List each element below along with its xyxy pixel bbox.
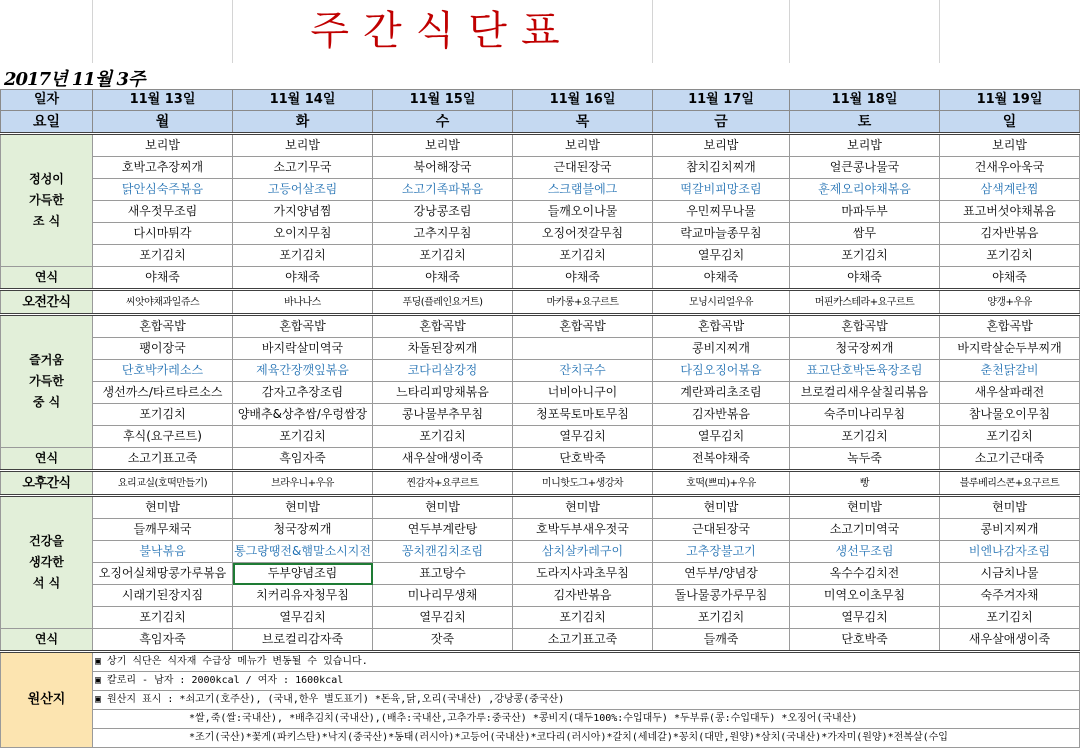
- table-row: [1, 729, 1080, 748]
- pm-snack-cell[interactable]: 요리교실(호떡만들기): [93, 471, 233, 496]
- day-header-label[interactable]: 요일: [1, 111, 93, 134]
- table-row: [1, 471, 1080, 496]
- menu-item-cell[interactable]: 혼합곡밥: [93, 315, 233, 338]
- menu-item-cell[interactable]: 얼큰콩나물국: [790, 157, 940, 179]
- menu-item-cell[interactable]: 단호박카레소스: [93, 360, 233, 382]
- table-row: [1, 338, 1080, 360]
- menu-item-cell[interactable]: 호박고추장찌개: [93, 157, 233, 179]
- menu-item-cell[interactable]: 느타리피망채볶음: [373, 382, 513, 404]
- pm-snack-label[interactable]: 오후간식: [1, 471, 93, 496]
- porridge-cell[interactable]: 단호박죽: [790, 629, 940, 652]
- pm-snack-cell[interactable]: 찐감자+요쿠르트: [373, 471, 513, 496]
- menu-item-cell[interactable]: 열무김치: [790, 607, 940, 629]
- menu-item-cell[interactable]: 현미밥: [373, 496, 513, 519]
- menu-item-cell[interactable]: 호박두부새우젓국: [513, 519, 653, 541]
- porridge-cell[interactable]: 새우살애생이죽: [373, 448, 513, 471]
- menu-item-cell[interactable]: 포기김치: [790, 426, 940, 448]
- porridge-cell[interactable]: 야채죽: [513, 267, 653, 290]
- menu-item-cell[interactable]: 숙주겨자채: [940, 585, 1080, 607]
- menu-item-cell[interactable]: 청국장찌개: [790, 338, 940, 360]
- menu-item-cell[interactable]: 표고탕수: [373, 563, 513, 585]
- menu-item-cell[interactable]: 오징어젓갈무침: [513, 223, 653, 245]
- table-row: [1, 448, 1080, 471]
- menu-item-cell[interactable]: 청포묵토마토무침: [513, 404, 653, 426]
- menu-item-cell[interactable]: 김자반볶음: [653, 404, 790, 426]
- menu-item-cell[interactable]: 너비아니구이: [513, 382, 653, 404]
- menu-item-cell[interactable]: 삼치살카레구이: [513, 541, 653, 563]
- menu-item-cell[interactable]: 불낙볶음: [93, 541, 233, 563]
- menu-item-cell[interactable]: 표고단호박돈육장조림: [790, 360, 940, 382]
- menu-item-cell[interactable]: 제육간장깻잎볶음: [233, 360, 373, 382]
- porridge-label[interactable]: 연식: [1, 267, 93, 290]
- menu-item-cell[interactable]: 우민찌무나물: [653, 201, 790, 223]
- menu-item-cell[interactable]: 연두부계란탕: [373, 519, 513, 541]
- date-header-cell[interactable]: 11월 16일: [513, 90, 653, 111]
- menu-item-cell[interactable]: 고등어살조림: [233, 179, 373, 201]
- day-header-cell[interactable]: 토: [790, 111, 940, 134]
- origin-note[interactable]: ▣ 상기 식단은 식자재 수급상 메뉴가 변동될 수 있습니다.: [93, 652, 1080, 672]
- am-snack-cell[interactable]: 바나나스: [233, 290, 373, 315]
- date-header-cell[interactable]: 11월 19일: [940, 90, 1080, 111]
- menu-item-cell[interactable]: 고추지무침: [373, 223, 513, 245]
- pm-snack-cell[interactable]: 브라우니+우유: [233, 471, 373, 496]
- porridge-label[interactable]: 연식: [1, 448, 93, 471]
- menu-item-cell[interactable]: 들깨오이나물: [513, 201, 653, 223]
- am-snack-cell[interactable]: 푸딩(플레인요거트): [373, 290, 513, 315]
- menu-item-cell[interactable]: 오이지무침: [233, 223, 373, 245]
- menu-item-cell[interactable]: 가지양념찜: [233, 201, 373, 223]
- weekly-menu-table: [0, 89, 1080, 748]
- menu-item-cell[interactable]: 열무김치: [373, 607, 513, 629]
- menu-item-cell[interactable]: 마파두부: [790, 201, 940, 223]
- menu-item-cell[interactable]: 도라지사과초무침: [513, 563, 653, 585]
- menu-item-cell[interactable]: 고추장불고기: [653, 541, 790, 563]
- menu-item-cell[interactable]: 콩나물부추무침: [373, 404, 513, 426]
- day-header-cell[interactable]: 금: [653, 111, 790, 134]
- menu-item-cell[interactable]: 생선무조림: [790, 541, 940, 563]
- table-row: [1, 607, 1080, 629]
- menu-item-cell[interactable]: 건새우아욱국: [940, 157, 1080, 179]
- menu-item-cell[interactable]: 포기김치: [513, 245, 653, 267]
- menu-item-cell[interactable]: 생선까스/타르타르소스: [93, 382, 233, 404]
- date-header-label[interactable]: 일자: [1, 90, 93, 111]
- menu-item-cell[interactable]: 치커리유자청무침: [233, 585, 373, 607]
- day-header-cell[interactable]: 월: [93, 111, 233, 134]
- date-header-cell[interactable]: 11월 15일: [373, 90, 513, 111]
- porridge-cell[interactable]: 들깨죽: [653, 629, 790, 652]
- menu-item-cell[interactable]: 포기김치: [233, 245, 373, 267]
- menu-item-cell[interactable]: 쌈무: [790, 223, 940, 245]
- title-row: [0, 0, 1081, 63]
- origin-note[interactable]: *조기(국산)*꽃게(파키스탄)*낙지(중국산)*동태(러시아)*고등어(국내산)*코다리(러시아)*갈치(세네갈)*꽁치(대만,원양)*삼치(국내산)*가자미(원양)*전복살(수입: [93, 729, 1080, 748]
- menu-item-cell[interactable]: 포기김치: [513, 607, 653, 629]
- menu-item-cell[interactable]: 두부양념조림: [233, 563, 373, 585]
- porridge-cell[interactable]: 브로컬리감자죽: [233, 629, 373, 652]
- table-row: [1, 672, 1080, 691]
- porridge-cell[interactable]: 전복야채죽: [653, 448, 790, 471]
- menu-item-cell[interactable]: 포기김치: [940, 245, 1080, 267]
- date-header-cell[interactable]: 11월 14일: [233, 90, 373, 111]
- menu-item-cell[interactable]: 닭안심숙주볶음: [93, 179, 233, 201]
- dinner-section-label[interactable]: 건강을 생각한 석 식: [1, 496, 93, 629]
- menu-item-cell[interactable]: 시금치나물: [940, 563, 1080, 585]
- day-header-cell[interactable]: 일: [940, 111, 1080, 134]
- menu-item-cell[interactable]: 열무김치: [653, 426, 790, 448]
- am-snack-label[interactable]: 오전간식: [1, 290, 93, 315]
- date-header-cell[interactable]: 11월 13일: [93, 90, 233, 111]
- menu-item-cell[interactable]: 코다리살강정: [373, 360, 513, 382]
- lunch-section-label[interactable]: 즐거움 가득한 중 식: [1, 315, 93, 448]
- menu-item-cell[interactable]: 옥수수김치전: [790, 563, 940, 585]
- menu-item-cell[interactable]: 콩비지찌개: [653, 338, 790, 360]
- menu-item-cell[interactable]: 춘천닭갈비: [940, 360, 1080, 382]
- menu-item-cell[interactable]: 현미밥: [233, 496, 373, 519]
- menu-item-cell[interactable]: 포기김치: [653, 607, 790, 629]
- menu-item-cell[interactable]: 바지락살순두부찌개: [940, 338, 1080, 360]
- am-snack-cell[interactable]: 양갱+우유: [940, 290, 1080, 315]
- table-row: [1, 652, 1080, 672]
- menu-item-cell[interactable]: 팽이장국: [93, 338, 233, 360]
- porridge-cell[interactable]: 야채죽: [940, 267, 1080, 290]
- menu-item-cell[interactable]: 꽁치캔김치조림: [373, 541, 513, 563]
- menu-item-cell[interactable]: 표고버섯야채볶음: [940, 201, 1080, 223]
- menu-item-cell[interactable]: 비엔나감자조림: [940, 541, 1080, 563]
- menu-item-cell[interactable]: 감자고추장조림: [233, 382, 373, 404]
- day-header-cell[interactable]: 수: [373, 111, 513, 134]
- menu-item-cell[interactable]: 소고기족파볶음: [373, 179, 513, 201]
- origin-note[interactable]: ▣ 칼로리 - 남자 : 2000kcal / 여자 : 1600kcal: [93, 672, 1080, 691]
- menu-item-cell[interactable]: 혼합곡밥: [653, 315, 790, 338]
- menu-item-cell[interactable]: 새우살파래전: [940, 382, 1080, 404]
- menu-item-cell[interactable]: 통그랑땡전&햄말소시지전: [233, 541, 373, 563]
- menu-item-cell[interactable]: 포기김치: [373, 245, 513, 267]
- menu-item-cell[interactable]: 다짐오징어볶음: [653, 360, 790, 382]
- menu-item-cell[interactable]: 참나물오이무침: [940, 404, 1080, 426]
- menu-item-cell[interactable]: 돌나물콩가루무침: [653, 585, 790, 607]
- menu-item-cell[interactable]: 계란꽈리초조림: [653, 382, 790, 404]
- day-header-cell[interactable]: 목: [513, 111, 653, 134]
- menu-item-cell[interactable]: 근대된장국: [513, 157, 653, 179]
- menu-item-cell[interactable]: 포기김치: [790, 245, 940, 267]
- menu-item-cell[interactable]: 소고기미역국: [790, 519, 940, 541]
- menu-item-cell[interactable]: 보리밥: [93, 134, 233, 157]
- menu-item-cell[interactable]: 열무김치: [233, 607, 373, 629]
- menu-item-cell[interactable]: 훈제오리야채볶음: [790, 179, 940, 201]
- menu-item-cell[interactable]: 참치김치찌개: [653, 157, 790, 179]
- table-row: [1, 519, 1080, 541]
- date-header-cell[interactable]: 11월 18일: [790, 90, 940, 111]
- menu-item-cell[interactable]: 현미밥: [653, 496, 790, 519]
- menu-item-cell[interactable]: 혼합곡밥: [233, 315, 373, 338]
- menu-item-cell[interactable]: 브로컬리새우살칠리볶음: [790, 382, 940, 404]
- table-row: [1, 710, 1080, 729]
- week-label: 2017년 11월 3주: [4, 69, 145, 90]
- table-row: [1, 223, 1080, 245]
- table-row: [1, 382, 1080, 404]
- menu-item-cell[interactable]: 숙주미나리무침: [790, 404, 940, 426]
- menu-item-cell[interactable]: 차돌된장찌개: [373, 338, 513, 360]
- pm-snack-cell[interactable]: 호떡(쁘띠)+우유: [653, 471, 790, 496]
- menu-item-cell[interactable]: 현미밥: [940, 496, 1080, 519]
- porridge-cell[interactable]: 새우살애생이죽: [940, 629, 1080, 652]
- table-row: [1, 541, 1080, 563]
- am-snack-cell[interactable]: 머핀카스테라+요구르트: [790, 290, 940, 315]
- menu-item-cell[interactable]: 오징어실채땅콩가루볶음: [93, 563, 233, 585]
- table-row: [1, 157, 1080, 179]
- table-row: [1, 111, 1080, 134]
- menu-item-cell[interactable]: 김자반볶음: [513, 585, 653, 607]
- menu-item-cell[interactable]: 잔치국수: [513, 360, 653, 382]
- menu-item-cell[interactable]: 혼합곡밥: [940, 315, 1080, 338]
- table-row: [1, 179, 1080, 201]
- table-row: [1, 201, 1080, 223]
- menu-item-cell[interactable]: 소고기무국: [233, 157, 373, 179]
- table-row: [1, 426, 1080, 448]
- table-row: [1, 691, 1080, 710]
- pm-snack-cell[interactable]: 미니핫도그+생강차: [513, 471, 653, 496]
- menu-item-cell[interactable]: 북어해장국: [373, 157, 513, 179]
- menu-item-cell[interactable]: 현미밥: [93, 496, 233, 519]
- menu-item-cell[interactable]: 청국장찌개: [233, 519, 373, 541]
- menu-item-cell[interactable]: 보리밥: [233, 134, 373, 157]
- menu-item-cell[interactable]: 열무김치: [653, 245, 790, 267]
- menu-item-cell[interactable]: [513, 338, 653, 360]
- porridge-cell[interactable]: 소고기근대죽: [940, 448, 1080, 471]
- table-row: [1, 290, 1080, 315]
- menu-item-cell[interactable]: 열무김치: [513, 426, 653, 448]
- menu-item-cell[interactable]: 보리밥: [790, 134, 940, 157]
- porridge-cell[interactable]: 녹두죽: [790, 448, 940, 471]
- menu-item-cell[interactable]: 혼합곡밥: [790, 315, 940, 338]
- am-snack-cell[interactable]: 마카롱+요구르트: [513, 290, 653, 315]
- menu-item-cell[interactable]: 포기김치: [940, 607, 1080, 629]
- table-row: [1, 629, 1080, 652]
- table-row: [1, 360, 1080, 382]
- menu-item-cell[interactable]: 락교마늘종무침: [653, 223, 790, 245]
- table-row: [1, 496, 1080, 519]
- table-row: [1, 267, 1080, 290]
- porridge-cell[interactable]: 잣죽: [373, 629, 513, 652]
- menu-item-cell[interactable]: 스크램블에그: [513, 179, 653, 201]
- am-snack-cell[interactable]: 씨앗야채과일쥬스: [93, 290, 233, 315]
- porridge-cell[interactable]: 소고기표고죽: [513, 629, 653, 652]
- day-header-cell[interactable]: 화: [233, 111, 373, 134]
- pm-snack-cell[interactable]: 블루베리스콘+요구르트: [940, 471, 1080, 496]
- am-snack-cell[interactable]: 모닝시리얼우유: [653, 290, 790, 315]
- menu-item-cell[interactable]: 후식(요구르트): [93, 426, 233, 448]
- menu-item-cell[interactable]: 떡갈비피망조림: [653, 179, 790, 201]
- menu-item-cell[interactable]: 포기김치: [940, 426, 1080, 448]
- menu-item-cell[interactable]: 양배추&상추쌈/우렁쌈장: [233, 404, 373, 426]
- table-row: [1, 90, 1080, 111]
- menu-item-cell[interactable]: 콩비지찌개: [940, 519, 1080, 541]
- origin-label[interactable]: 원산지: [1, 652, 93, 748]
- table-row: [1, 245, 1080, 267]
- pm-snack-cell[interactable]: 빵: [790, 471, 940, 496]
- breakfast-section-label[interactable]: 정성이 가득한 조 식: [1, 134, 93, 267]
- porridge-cell[interactable]: 소고기표고죽: [93, 448, 233, 471]
- porridge-cell[interactable]: 흑임자죽: [233, 448, 373, 471]
- menu-item-cell[interactable]: 현미밥: [513, 496, 653, 519]
- table-row: [1, 134, 1080, 157]
- menu-item-cell[interactable]: 연두부/양념장: [653, 563, 790, 585]
- menu-item-cell[interactable]: 강낭콩조림: [373, 201, 513, 223]
- porridge-cell[interactable]: 야채죽: [373, 267, 513, 290]
- porridge-cell[interactable]: 야채죽: [233, 267, 373, 290]
- menu-item-cell[interactable]: 다시마튀각: [93, 223, 233, 245]
- table-row: [1, 315, 1080, 338]
- table-row: [1, 585, 1080, 607]
- table-row: [1, 404, 1080, 426]
- menu-item-cell[interactable]: 보리밥: [373, 134, 513, 157]
- menu-item-cell[interactable]: 포기김치: [233, 426, 373, 448]
- menu-item-cell[interactable]: 혼합곡밥: [373, 315, 513, 338]
- origin-note[interactable]: *쌀,죽(쌀:국내산), *배추김치(국내산),(배추:국내산,고추가루:중국산) *콩비지(대두100%:수입대두) *두부류(콩:수입대두) *오징어(국내산): [93, 710, 1080, 729]
- menu-item-cell[interactable]: 포기김치: [373, 426, 513, 448]
- origin-note[interactable]: ▣ 원산지 표시 : *쇠고기(호주산), (국내,한우 별도표기) *돈육,닭,오리(국내산) ,강낭콩(중국산): [93, 691, 1080, 710]
- menu-item-cell[interactable]: 보리밥: [513, 134, 653, 157]
- menu-item-cell[interactable]: 포기김치: [93, 245, 233, 267]
- date-header-cell[interactable]: 11월 17일: [653, 90, 790, 111]
- porridge-cell[interactable]: 야채죽: [790, 267, 940, 290]
- menu-item-cell[interactable]: 보리밥: [940, 134, 1080, 157]
- porridge-cell[interactable]: 야채죽: [93, 267, 233, 290]
- menu-item-cell[interactable]: 삼색계란찜: [940, 179, 1080, 201]
- menu-item-cell[interactable]: 포기김치: [93, 404, 233, 426]
- menu-item-cell[interactable]: 들깨무채국: [93, 519, 233, 541]
- page-title: 주간식단표: [310, 8, 574, 54]
- menu-item-cell[interactable]: 미역오이초무침: [790, 585, 940, 607]
- menu-item-cell[interactable]: 현미밥: [790, 496, 940, 519]
- porridge-label[interactable]: 연식: [1, 629, 93, 652]
- menu-item-cell[interactable]: 김자반볶음: [940, 223, 1080, 245]
- menu-item-cell[interactable]: 새우젓무조림: [93, 201, 233, 223]
- menu-item-cell[interactable]: 근대된장국: [653, 519, 790, 541]
- menu-item-cell[interactable]: 포기김치: [93, 607, 233, 629]
- menu-item-cell[interactable]: 혼합곡밥: [513, 315, 653, 338]
- menu-item-cell[interactable]: 보리밥: [653, 134, 790, 157]
- menu-item-cell[interactable]: 바지락살미역국: [233, 338, 373, 360]
- porridge-cell[interactable]: 야채죽: [653, 267, 790, 290]
- table-row: [1, 563, 1080, 585]
- porridge-cell[interactable]: 단호박죽: [513, 448, 653, 471]
- porridge-cell[interactable]: 흑임자죽: [93, 629, 233, 652]
- menu-item-cell[interactable]: 시래기된장지짐: [93, 585, 233, 607]
- menu-item-cell[interactable]: 미나리무생채: [373, 585, 513, 607]
